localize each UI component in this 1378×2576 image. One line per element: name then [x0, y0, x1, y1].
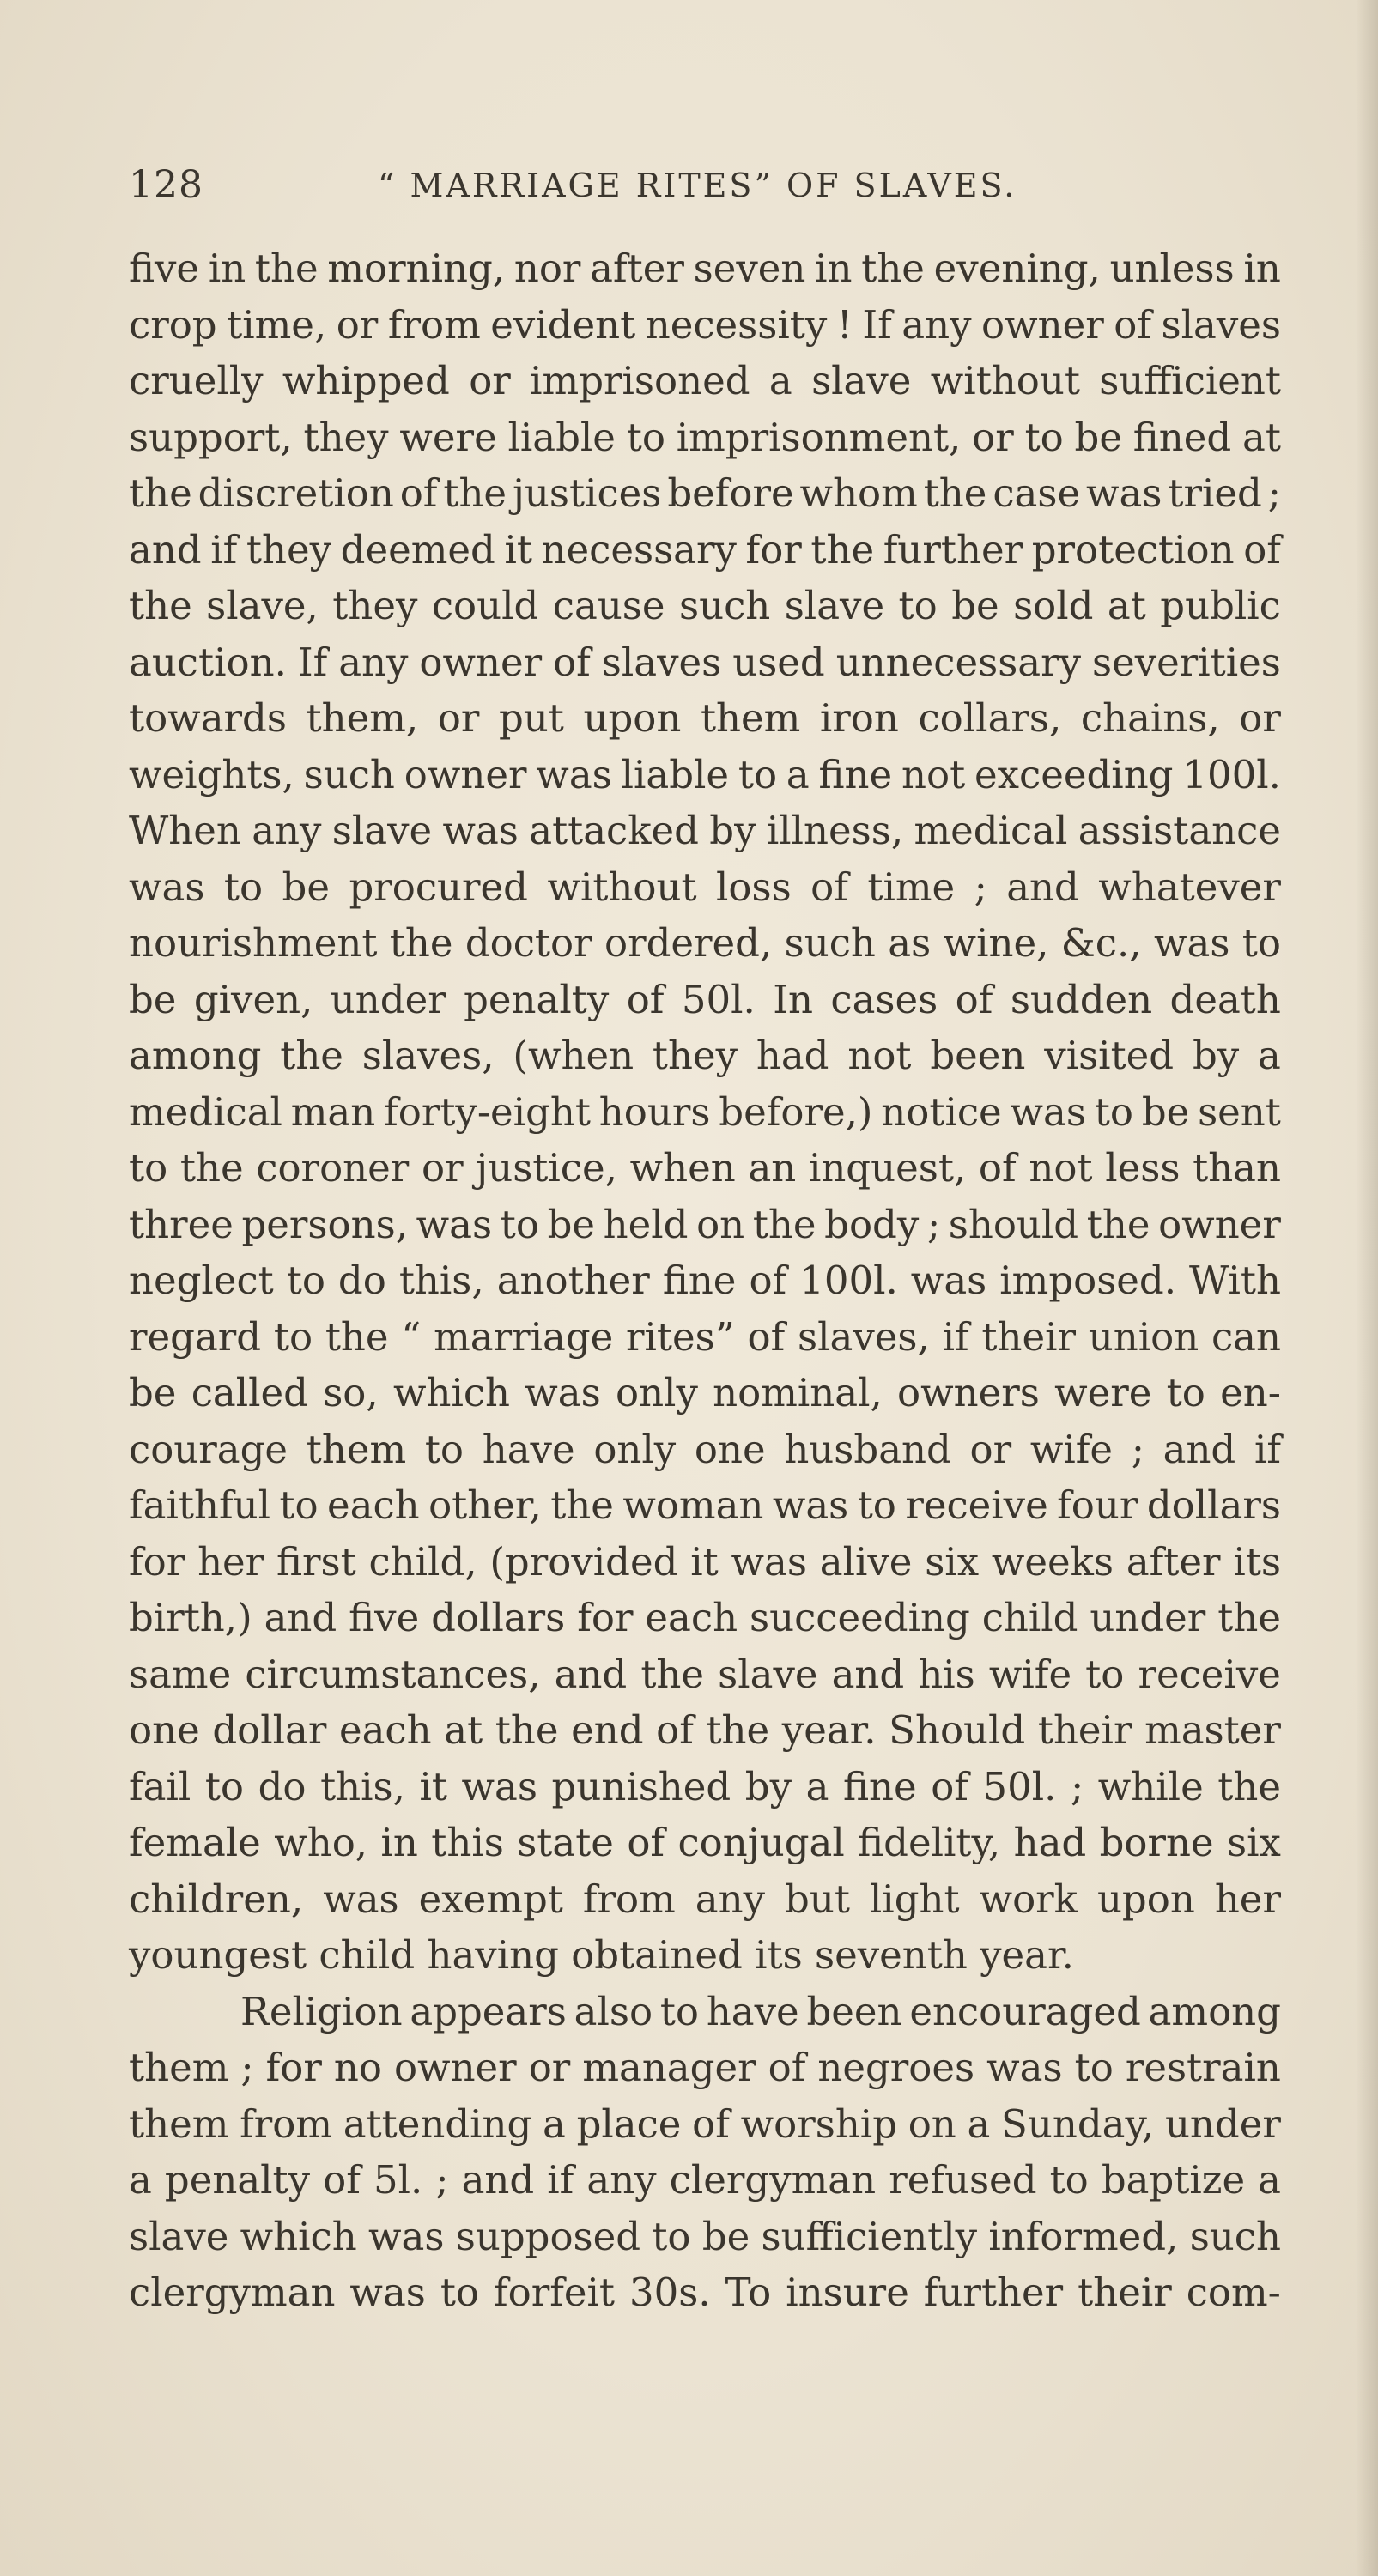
- page-number: 128: [129, 163, 203, 207]
- text-line: weights, such owner was liable to a fine not exceeding 100l.: [129, 751, 1281, 797]
- text-line: to the coroner or justice, when an inquest, of not less than: [129, 1145, 1281, 1191]
- text-line: was to be procured without loss of time ; and whatever: [129, 864, 1281, 910]
- text-line: the discretion of the justices before whom the case was tried ;: [129, 470, 1281, 516]
- text-line: a penalty of 5l. ; and if any clergyman refused to baptize a: [129, 2157, 1281, 2203]
- text-line: female who, in this state of conjugal fidelity, had borne six: [129, 1820, 1281, 1865]
- body-text: [129, 240, 1281, 2321]
- text-line: slave which was supposed to be sufficiently informed, such: [129, 2213, 1281, 2259]
- text-line: the slave, they could cause such slave to be sold at public: [129, 583, 1281, 628]
- text-line: regard to the “ marriage rites” of slaves, if their union can: [129, 1313, 1281, 1360]
- text-line: them ; for no owner or manager of negroes was to restrain: [129, 2045, 1281, 2090]
- text-line: one dollar each at the end of the year. Should their master: [129, 1707, 1281, 1753]
- text-line: birth,) and five dollars for each succeeding child under the: [129, 1595, 1281, 1640]
- text-line: crop time, or from evident necessity ! If any owner of slaves: [129, 301, 1281, 348]
- text-line: neglect to do this, another fine of 100l. was imposed. With: [129, 1258, 1281, 1303]
- text-line: among the slaves, (when they had not been visited by a: [129, 1033, 1281, 1078]
- text-line: towards them, or put upon them iron collars, chains, or: [129, 695, 1281, 741]
- text-line: be called so, which was only nominal, owners were to en-: [129, 1370, 1281, 1415]
- text-line: them from attending a place of worship on a Sunday, under: [129, 2100, 1281, 2147]
- text-line: three persons, was to be held on the body ; should the owner: [129, 1201, 1281, 1247]
- text-line: nourishment the doctor ordered, such as wine, &c., was to: [129, 920, 1281, 966]
- text-line: When any slave was attacked by illness, medical assistance: [129, 808, 1281, 853]
- text-line: faithful to each other, the woman was to receive four dollars: [129, 1482, 1281, 1528]
- page-edge-shadow: [1356, 0, 1378, 2576]
- text-line: clergyman was to forfeit 30s. To insure further their com-: [129, 2270, 1281, 2315]
- running-head: “ MARRIAGE RITES” OF SLAVES.: [378, 167, 1017, 204]
- text-line: children, was exempt from any but light work upon her: [129, 1876, 1281, 1922]
- text-line: five in the morning, nor after seven in the evening, unless in: [129, 245, 1281, 291]
- text-line: Religion appears also to have been encouraged among: [240, 1988, 1281, 2034]
- text-line: medical man forty-eight hours before,) notice was to be sent: [129, 1088, 1281, 1135]
- text-line: fail to do this, it was punished by a fine of 50l. ; while the: [129, 1763, 1281, 1809]
- text-line: for her first child, (provided it was alive six weeks after its: [129, 1538, 1281, 1585]
- text-line: auction. If any owner of slaves used unnecessary severities: [129, 639, 1281, 685]
- text-line: be given, under penalty of 50l. In cases of sudden death: [129, 976, 1281, 1022]
- text-line: youngest child having obtained its seventh year.: [129, 1932, 1074, 1978]
- text-line: support, they were liable to imprisonment, or to be fined at: [129, 414, 1281, 460]
- page-header: [129, 163, 1288, 215]
- text-line: courage them to have only one husband or wife ; and if: [129, 1426, 1281, 1472]
- text-line: cruelly whipped or imprisoned a slave without sufficient: [129, 358, 1281, 403]
- text-line: and if they deemed it necessary for the further protection of: [129, 526, 1281, 573]
- text-line: same circumstances, and the slave and his wife to receive: [129, 1651, 1281, 1697]
